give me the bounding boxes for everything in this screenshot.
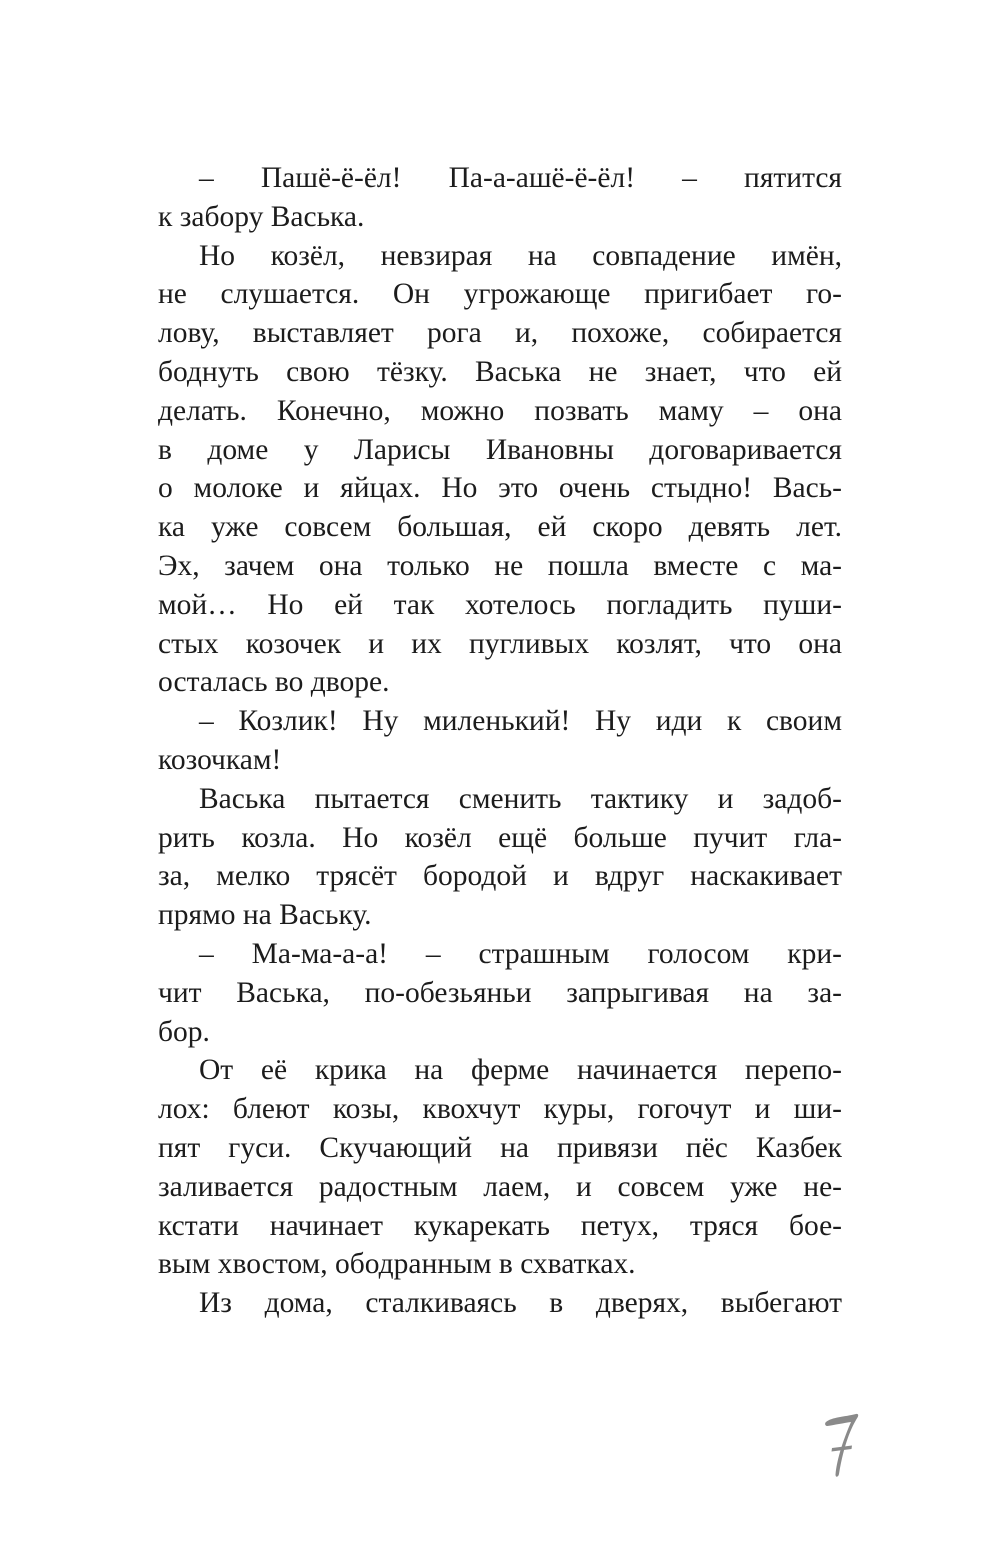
text-line: – Ма-ма-а-а! – страшным голосом кри- — [199, 937, 842, 970]
text-line: стых козочек и их пугливых козлят, что она — [158, 627, 842, 660]
page-number-glyph — [822, 1408, 862, 1484]
text-line: – Пашё-ё-ёл! Па-а-ашё-ё-ёл! – пятится — [199, 162, 842, 194]
text-line: лох: блеют козы, квохчут куры, гогочут и ши- — [158, 1093, 842, 1126]
text-line: лову, выставляет рога и, похоже, собирается — [158, 317, 842, 350]
text-line: – Козлик! Ну миленький! Ну иди к своим — [199, 705, 842, 738]
text-line: прямо на Ваську. — [158, 899, 372, 932]
text-line: в доме у Ларисы Ивановны договаривается — [158, 433, 842, 466]
text-line: к забору Васька. — [158, 200, 365, 233]
text-line: осталась во дворе. — [158, 666, 390, 699]
text-line: козочкам! — [158, 743, 282, 776]
text-line: не слушается. Он угрожающе пригибает го- — [158, 278, 842, 311]
body-text — [158, 159, 842, 1323]
text-line: Эх, зачем она только не пошла вместе с ма- — [158, 549, 842, 582]
text-line: рить козла. Но козёл ещё больше пучит гла- — [158, 821, 842, 854]
text-line: Васька пытается сменить тактику и задоб- — [199, 782, 842, 815]
text-line: о молоке и яйцах. Но это очень стыдно! Вась- — [158, 472, 842, 505]
text-line: вым хвостом, ободранным в схватках. — [158, 1248, 636, 1281]
page-number — [822, 1408, 862, 1484]
text-line: ка уже совсем большая, ей скоро девять лет. — [158, 511, 842, 544]
text-line: Но козёл, невзирая на совпадение имён, — [199, 239, 842, 272]
text-line: бор. — [158, 1015, 210, 1048]
text-line: чит Васька, по-обезьяньи запрыгивая на за- — [158, 976, 842, 1009]
text-line: боднуть свою тёзку. Васька не знает, что ей — [158, 355, 842, 388]
text-line: пят гуси. Скучающий на привязи пёс Казбек — [158, 1131, 842, 1164]
text-line: мой… Но ей так хотелось погладить пуши- — [158, 588, 842, 621]
text-line: за, мелко трясёт бородой и вдруг наскакивает — [158, 860, 842, 893]
text-line: заливается радостным лаем, и совсем уже не- — [158, 1170, 842, 1203]
text-line: От её крика на ферме начинается перепо- — [199, 1054, 842, 1087]
text-line: кстати начинает кукарекать петух, тряся бое- — [158, 1209, 842, 1242]
text-line: делать. Конечно, можно позвать маму – она — [158, 394, 842, 427]
text-line: Из дома, сталкиваясь в дверях, выбегают — [199, 1287, 842, 1320]
